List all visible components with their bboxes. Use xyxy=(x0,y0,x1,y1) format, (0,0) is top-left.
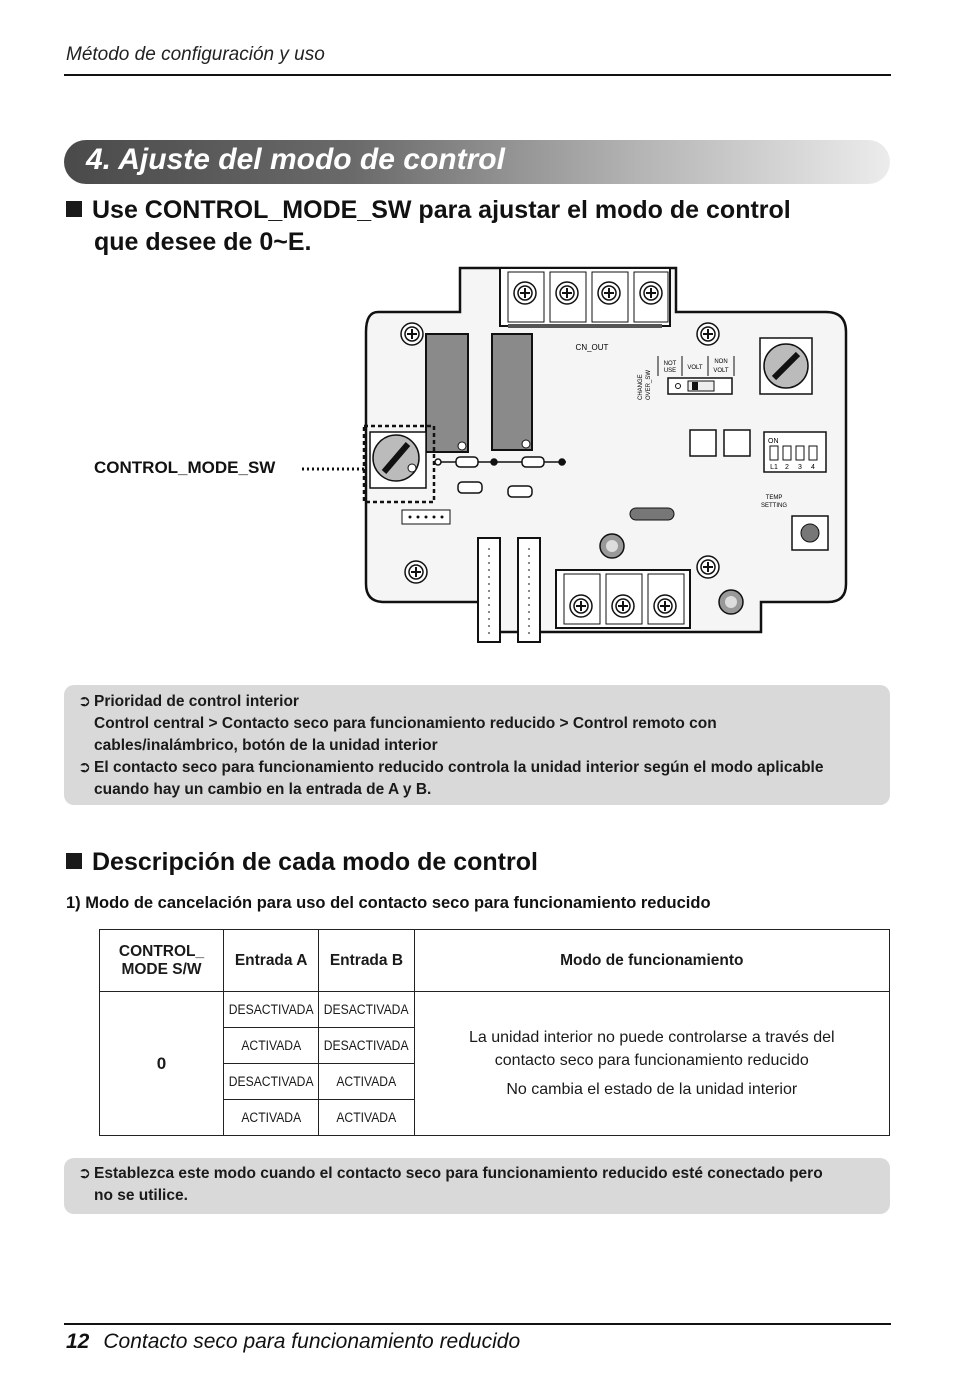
temp-label-2: SETTING xyxy=(760,503,788,509)
cell-input-b: DESACTIVADA xyxy=(319,1028,414,1064)
cell-input-a: DESACTIVADA xyxy=(224,992,319,1028)
cell-input-b: ACTIVADA xyxy=(319,1064,414,1100)
note2-line1: Establezca este modo cuando el contacto seco para funcionamiento reducido esté conectado pero xyxy=(94,1165,823,1182)
note-box-usage xyxy=(64,1158,890,1214)
non-volt-label-1: NON xyxy=(714,359,728,365)
screw-icon xyxy=(556,282,578,304)
relay-right xyxy=(492,334,532,450)
mounting-screw-icon xyxy=(401,323,423,345)
screw-icon xyxy=(612,595,634,617)
header-operation-mode: Modo de funcionamiento xyxy=(414,930,889,992)
header-input-a: Entrada A xyxy=(224,930,319,992)
square-bullet-icon xyxy=(66,853,82,869)
control-mode-table xyxy=(99,929,890,1136)
not-use-label-1: NOT xyxy=(663,361,677,367)
footer-text: Contacto seco para funcionamiento reducido xyxy=(103,1330,521,1353)
section-banner xyxy=(64,140,890,184)
heading-mode-description xyxy=(66,846,866,878)
cn-out-label: CN_OUT xyxy=(575,343,609,352)
small-relay-2 xyxy=(724,430,750,456)
mounting-screw-icon xyxy=(697,323,719,345)
header-control-mode: CONTROL_ MODE S/W xyxy=(100,930,224,992)
cell-input-b: DESACTIVADA xyxy=(319,992,414,1028)
note-item1-line2: Control central > Contacto seco para funcionamiento reducido > Control remoto con xyxy=(94,715,717,732)
header-input-b: Entrada B xyxy=(319,930,414,992)
note2-line2: no se utilice. xyxy=(94,1187,188,1204)
dip-label-1: L1 xyxy=(770,464,778,471)
cell-input-a: ACTIVADA xyxy=(224,1100,319,1136)
temp-label-1: TEMP xyxy=(765,495,783,501)
cell-input-b: ACTIVADA xyxy=(319,1100,414,1136)
pcb-diagram xyxy=(296,262,856,652)
running-header: Método de configuración y uso xyxy=(66,44,325,65)
heading-line1: Use CONTROL_MODE_SW para ajustar el modo de control xyxy=(92,196,791,224)
cell-input-a: ACTIVADA xyxy=(224,1028,319,1064)
dip-label-3: 3 xyxy=(798,464,802,471)
mounting-screw-icon xyxy=(405,561,427,583)
relay-left xyxy=(426,334,468,452)
change-over-label-2: OVER_SW xyxy=(646,369,652,400)
note-item2-line1: El contacto seco para funcionamiento reducido controla la unidad interior según el modo aplicable xyxy=(94,759,824,776)
arrow-bullet-icon: ➲ xyxy=(78,1165,91,1182)
footer-rule xyxy=(64,1323,891,1325)
arrow-bullet-icon: ➲ xyxy=(78,693,91,710)
not-use-label-2: USE xyxy=(663,368,677,374)
table-header-row xyxy=(100,930,890,992)
screw-icon xyxy=(654,595,676,617)
note-item1-line3: cables/inalámbrico, botón de la unidad interior xyxy=(94,737,438,754)
mounting-screw-icon xyxy=(697,556,719,578)
screw-icon xyxy=(640,282,662,304)
screw-icon xyxy=(514,282,536,304)
page-number: 12 xyxy=(66,1330,90,1353)
note-item2-line2: cuando hay un cambio en la entrada de A y B. xyxy=(94,781,432,798)
note-item1-title: Prioridad de control interior xyxy=(94,693,299,710)
small-relay-1 xyxy=(690,430,716,456)
screw-icon xyxy=(570,595,592,617)
control-mode-sw-callout: CONTROL_MODE_SW xyxy=(94,458,276,477)
arrow-bullet-icon: ➲ xyxy=(78,759,91,776)
heading-use-control-mode xyxy=(66,194,866,258)
note-box-priority xyxy=(64,685,890,805)
screw-icon xyxy=(598,282,620,304)
non-volt-label-2: VOLT xyxy=(713,368,729,374)
oval-component xyxy=(630,508,674,520)
mode-subtitle: 1) Modo de cancelación para uso del contacto seco para funcionamiento reducido xyxy=(66,894,711,912)
table-row xyxy=(100,992,890,1028)
page-footer xyxy=(66,1330,520,1354)
header-rule xyxy=(64,74,891,76)
change-over-label-1: CHANGE xyxy=(638,374,644,400)
volt-label: VOLT xyxy=(687,365,703,371)
operation-description-cell: La unidad interior no puede controlarse a través del contacto seco para funcionamiento reducido No cambia el estado de la unidad interior xyxy=(414,992,889,1136)
mode-value-cell: 0 xyxy=(100,992,224,1136)
dip-on-label: ON xyxy=(768,438,779,445)
square-bullet-icon xyxy=(66,201,82,217)
heading2-text: Descripción de cada modo de control xyxy=(92,848,538,876)
dip-label-4: 4 xyxy=(811,464,815,471)
section-title: 4. Ajuste del modo de control xyxy=(86,143,505,176)
heading-line2: que desee de 0~E. xyxy=(94,228,312,256)
dip-label-2: 2 xyxy=(785,464,789,471)
cell-input-a: DESACTIVADA xyxy=(224,1064,319,1100)
